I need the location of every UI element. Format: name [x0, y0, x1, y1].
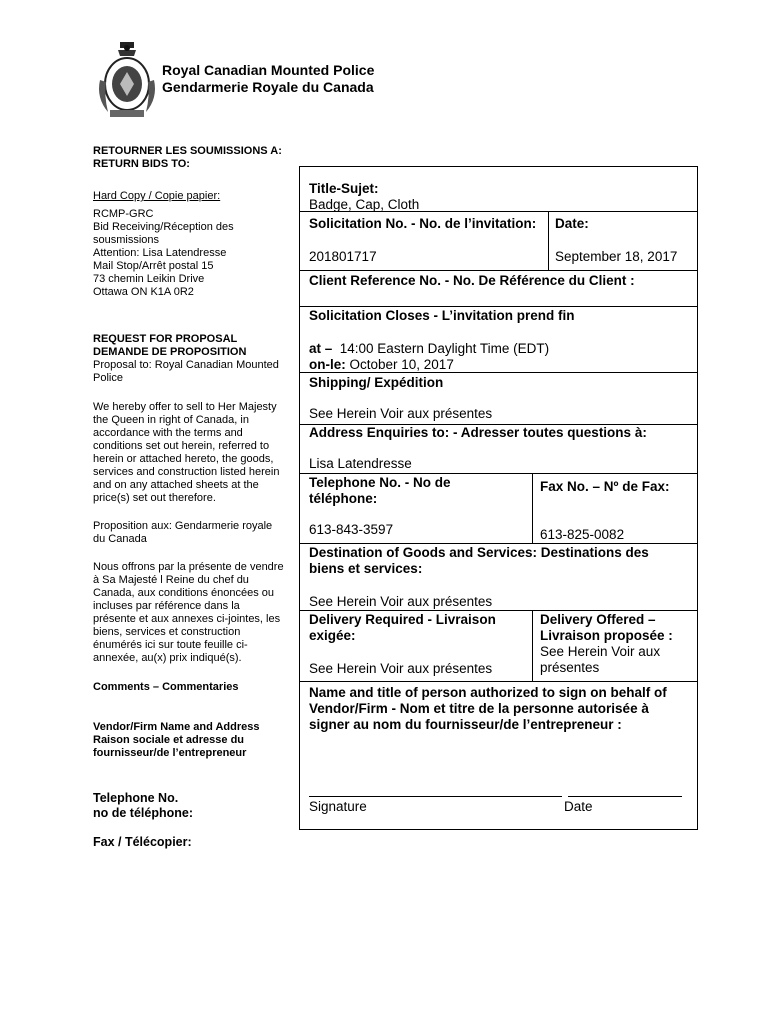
- offer-en-line: price(s) set out therefore.: [93, 492, 216, 504]
- address-line: RCMP-GRC: [93, 208, 154, 220]
- offer-fr-line: Nous offrons par la présente de vendre: [93, 561, 284, 573]
- address-line: 73 chemin Leikin Drive: [93, 273, 205, 285]
- shipping-value: See Herein Voir aux présentes: [309, 406, 493, 421]
- authorized-line: signer au nom du fournisseur/de l’entrepreneur :: [309, 717, 622, 732]
- rfp-fr: DEMANDE DE PROPOSITION: [93, 346, 247, 358]
- vendor-line: Vendor/Firm Name and Address: [93, 721, 260, 733]
- comments-label: Comments – Commentaries: [93, 681, 239, 693]
- vendor-label: [93, 721, 259, 760]
- offer-en-block: [93, 401, 279, 505]
- offer-en-line: the Queen in right of Canada, in: [93, 414, 249, 426]
- destination-label-line: Destination of Goods and Services: Destinations des: [309, 545, 649, 560]
- authorized-signer-label: [309, 685, 667, 733]
- address-line: Ottawa ON K1A 0R2: [93, 286, 194, 298]
- offer-fr-line: à Sa Majesté l Reine du chef du: [93, 574, 249, 586]
- telephone-line: Telephone No.: [93, 791, 179, 805]
- return-en: RETURN BIDS TO:: [93, 158, 190, 170]
- offer-fr-line: Canada, aux conditions énoncées ou: [93, 587, 275, 599]
- offer-fr-line: annexée, au(x) prix indiqué(s).: [93, 652, 242, 664]
- offer-en-line: and on any attached sheets at the: [93, 479, 259, 491]
- destination-value: See Herein Voir aux présentes: [309, 594, 493, 609]
- offer-en-line: services and construction listed herein: [93, 466, 280, 478]
- rcmp-crest-icon: [94, 40, 160, 120]
- telephone-label: [93, 791, 193, 821]
- offer-fr-line: biens, services et construction: [93, 626, 241, 638]
- signature-line: [309, 796, 562, 797]
- proposition-line: Proposition aux: Gendarmerie royale: [93, 520, 273, 532]
- onle-label: on-le:: [309, 357, 346, 372]
- proposition-block: [93, 520, 272, 546]
- vendor-line: fournisseur/de l’entrepreneur: [93, 747, 247, 759]
- proposal-to-line: Proposal to: Royal Canadian Mounted: [93, 359, 279, 371]
- solicitation-value: 201801717: [309, 249, 377, 264]
- org-name: [162, 62, 374, 96]
- shipping-label: Shipping/ Expédition: [309, 375, 444, 390]
- delivery-off-line: Livraison proposée :: [540, 628, 673, 643]
- delivery-off-line: Delivery Offered –: [540, 612, 656, 627]
- vendor-line: Raison sociale et adresse du: [93, 734, 245, 746]
- return-fr: RETOURNER LES SOUMISSIONS A:: [93, 145, 282, 157]
- date-value: September 18, 2017: [555, 249, 678, 264]
- telephone-value: 613-843-3597: [309, 522, 394, 537]
- address-line: Attention: Lisa Latendresse: [93, 247, 227, 259]
- offer-fr-line: présente et aux annexes ci-jointes, les: [93, 613, 281, 625]
- date-label: Date:: [555, 216, 589, 231]
- title-label: Title-Sujet:: [309, 181, 379, 196]
- delivery-req-line: Delivery Required - Livraison: [309, 612, 496, 627]
- delivery-offered: [540, 612, 673, 676]
- title-value: Badge, Cap, Cloth: [309, 197, 420, 212]
- tel-label-line: téléphone:: [309, 491, 378, 506]
- at-label: at –: [309, 341, 333, 356]
- closing-date: [309, 357, 454, 373]
- fax-no-label: Fax No. – Nº de Fax:: [540, 479, 670, 494]
- onle-value: October 10, 2017: [345, 357, 454, 372]
- title-section: [309, 181, 419, 213]
- authorized-line: Name and title of person authorized to sign on behalf of: [309, 685, 667, 700]
- proposal-to-line: Police: [93, 372, 123, 384]
- destination-label-line: biens et services:: [309, 561, 423, 576]
- fax-value: 613-825-0082: [540, 527, 625, 542]
- offer-fr-line: incluses par référence dans la: [93, 600, 240, 612]
- org-name-fr: Gendarmerie Royale du Canada: [162, 79, 374, 95]
- date-line: [568, 796, 682, 797]
- rfp-en: REQUEST FOR PROPOSAL: [93, 333, 238, 345]
- authorized-line: Vendor/Firm - Nom et titre de la personne autorisée à: [309, 701, 649, 716]
- org-name-en: Royal Canadian Mounted Police: [162, 62, 375, 78]
- hardcopy-label: Hard Copy / Copie papier:: [93, 190, 221, 202]
- delivery-required-label: [309, 612, 496, 644]
- offer-fr-line: énumérés ici sur toute feuille ci-: [93, 639, 248, 651]
- address-line: Mail Stop/Arrêt postal 15: [93, 260, 214, 272]
- proposition-line: du Canada: [93, 533, 147, 545]
- offer-en-line: herein or attached hereto, the goods,: [93, 453, 274, 465]
- return-address-block: [93, 190, 234, 299]
- client-reference-label: Client Reference No. - No. De Référence du Client :: [309, 273, 635, 288]
- at-value: 14:00 Eastern Daylight Time (EDT): [332, 341, 550, 356]
- delivery-req-line: exigée:: [309, 628, 356, 643]
- signature-label: Signature: [309, 799, 367, 814]
- enquiries-value: Lisa Latendresse: [309, 456, 412, 471]
- delivery-required-value: See Herein Voir aux présentes: [309, 661, 493, 676]
- offer-en-line: We hereby offer to sell to Her Majesty: [93, 401, 277, 413]
- offer-en-line: conditions set out herein, referred to: [93, 440, 270, 452]
- delivery-off-value-line: See Herein Voir aux: [540, 644, 661, 659]
- telephone-no-label: [309, 475, 451, 507]
- tel-label-line: Telephone No. - No de: [309, 475, 451, 490]
- solicitation-label: Solicitation No. - No. de l’invitation:: [309, 216, 537, 231]
- telephone-line: no de téléphone:: [93, 806, 193, 820]
- signature-date-label: Date: [564, 799, 593, 814]
- offer-fr-block: [93, 561, 284, 665]
- delivery-off-value-line: présentes: [540, 660, 600, 675]
- fax-label: Fax / Télécopier:: [93, 835, 192, 849]
- destination-label: [309, 545, 649, 577]
- offer-en-line: accordance with the terms and: [93, 427, 243, 439]
- enquiries-label: Address Enquiries to: - Adresser toutes questions à:: [309, 425, 647, 440]
- closing-time: [309, 341, 549, 357]
- return-bids-heading: [93, 145, 282, 171]
- address-line: Bid Receiving/Réception des: [93, 221, 234, 233]
- rfp-block: [93, 333, 279, 385]
- address-line: sousmissions: [93, 234, 160, 246]
- closes-label: Solicitation Closes - L’invitation prend fin: [309, 308, 575, 323]
